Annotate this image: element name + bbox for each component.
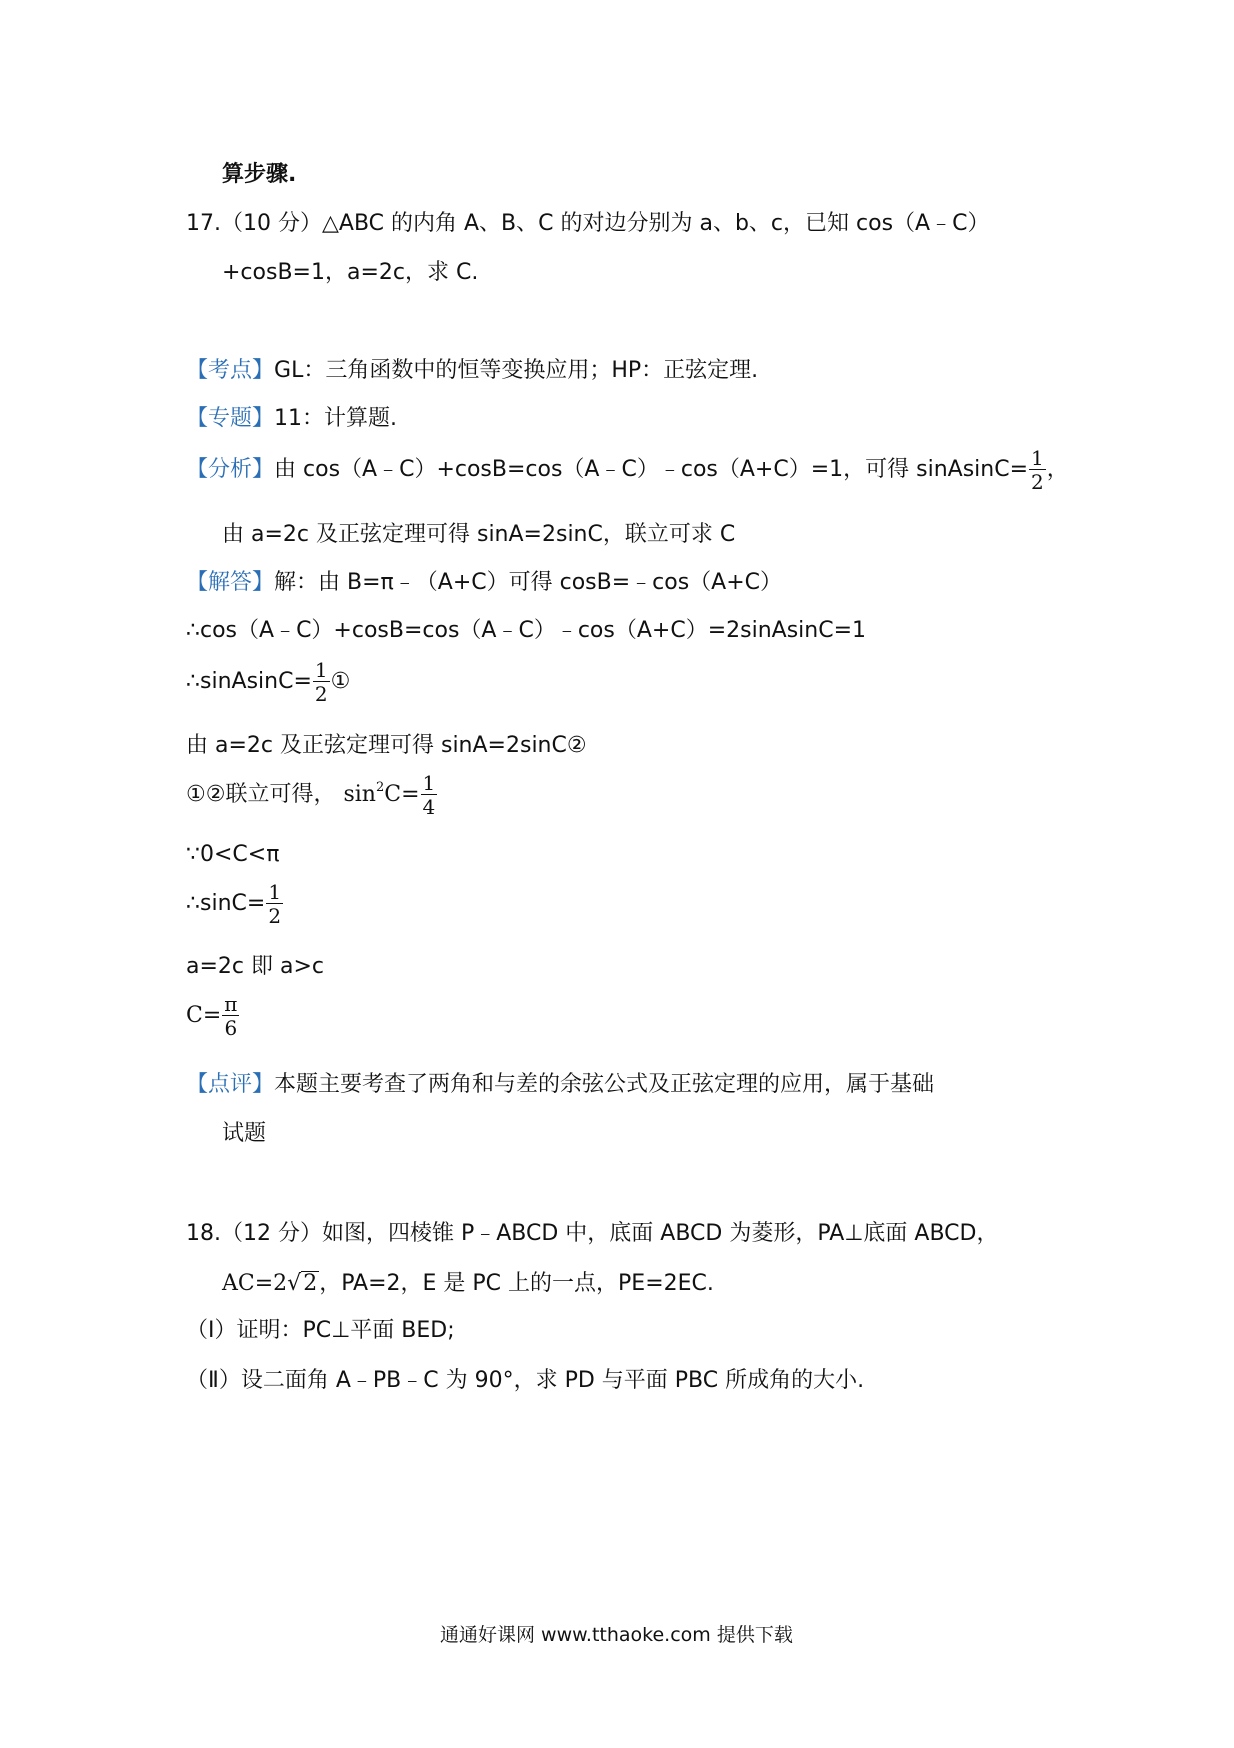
kaodian-line: [186, 360, 758, 382]
fenxi-line2: 由 a=2c 及正弦定理可得 sinA=2sinC，联立可求 C: [222, 522, 736, 547]
fenxi-text: 由 cos（A﹣C）+cosB=cos（A﹣C）﹣cos（A+C）=1，可得 sinAsinC=: [274, 457, 1029, 482]
jieda-l5-num: 1: [422, 771, 436, 795]
jieda-line3: [186, 660, 350, 704]
jieda-l7-text: ∴sinC=: [186, 891, 266, 916]
jieda-l7-den: 2: [268, 904, 282, 928]
jieda-line9: [186, 994, 240, 1038]
jieda-l3-den: 2: [314, 682, 328, 706]
jieda-l7-num: 1: [268, 880, 282, 904]
jieda-l3-fraction: [313, 660, 330, 704]
jieda-l9-den: 6: [224, 1016, 238, 1040]
jieda-line6: ∵0<C<π: [186, 842, 280, 867]
fenxi-line: [186, 448, 1069, 492]
dianping-line2: 试题: [222, 1121, 267, 1146]
jieda-l5-den: 4: [422, 795, 436, 819]
footer-credit: 通通好课网 www.tthaoke.com 提供下载: [440, 1624, 793, 1646]
jieda-l3-num: 1: [314, 658, 328, 682]
dianping-line: [186, 1074, 934, 1096]
q18-radicand: 2: [303, 1271, 318, 1296]
jieda-l9-text: C=: [186, 1003, 222, 1028]
jieda-line8: a=2c 即 a>c: [186, 954, 325, 979]
jieda-l5-mid: C=: [384, 782, 420, 807]
q18-ac-text: AC=2: [222, 1271, 288, 1296]
fenxi-frac-den: 2: [1031, 470, 1044, 494]
dianping-tag: 【点评】: [186, 1072, 275, 1097]
q18-line1: 18.（12 分）如图，四棱锥 P﹣ABCD 中，底面 ABCD 为菱形，PA⊥底面 ABCD，: [186, 1221, 999, 1246]
q18-part1: （Ⅰ）证明：PC⊥平面 BED;: [186, 1318, 455, 1343]
fenxi-tag: 【分析】: [186, 457, 275, 482]
jieda-line7: [186, 882, 284, 926]
jieda-l7-fraction: [266, 882, 283, 926]
jieda-l5-text: ①②联立可得，: [186, 782, 336, 807]
radical-sign: √: [287, 1271, 302, 1296]
q18-part2: （Ⅱ）设二面角 A﹣PB﹣C 为 90°，求 PD 与平面 PBC 所成角的大小.: [186, 1368, 865, 1393]
zhuanti-line: [186, 408, 397, 430]
jieda-line2: ∴cos（A﹣C）+cosB=cos（A﹣C）﹣cos（A+C）=2sinAsinC=1: [186, 618, 867, 643]
fenxi-fraction: [1029, 448, 1046, 492]
jieda-line4: 由 a=2c 及正弦定理可得 sinA=2sinC②: [186, 733, 587, 758]
jieda-l9-fraction: [222, 994, 239, 1038]
jieda-l3-mark: ①: [330, 669, 351, 694]
dianping-text: 本题主要考查了两角和与差的余弦公式及正弦定理的应用，属于基础: [274, 1072, 935, 1097]
fenxi-frac-num: 1: [1031, 446, 1044, 470]
jieda-line1: [186, 572, 782, 594]
jieda-l3-text: ∴sinAsinC=: [186, 669, 312, 694]
kaodian-tag: 【考点】: [186, 358, 275, 383]
top-fragment: 算步骤.: [222, 162, 297, 187]
jieda-l5-fraction: [421, 773, 438, 817]
kaodian-text: GL：三角函数中的恒等变换应用；HP：正弦定理.: [274, 358, 759, 383]
jieda-l9-num: π: [224, 992, 238, 1016]
jieda-line5: [186, 773, 438, 817]
q18-line2-text: ，PA=2，E 是 PC 上的一点，PE=2EC.: [319, 1271, 714, 1296]
jieda-text: 解：由 B=π﹣（A+C）可得 cosB=﹣cos（A+C）: [274, 570, 783, 595]
zhuanti-text: 11：计算题.: [274, 406, 398, 431]
jieda-l5-sup: 2: [375, 780, 385, 795]
jieda-tag: 【解答】: [186, 570, 275, 595]
fenxi-text-end: ，: [1046, 457, 1069, 482]
q17-line2: +cosB=1，a=2c，求 C.: [222, 260, 479, 285]
zhuanti-tag: 【专题】: [186, 406, 275, 431]
q18-line2: [222, 1271, 714, 1296]
q17-line1: 17.（10 分）△ABC 的内角 A、B、C 的对边分别为 a、b、c，已知 cos（A﹣C）: [186, 211, 990, 236]
jieda-l5-sin: sin: [343, 782, 376, 807]
